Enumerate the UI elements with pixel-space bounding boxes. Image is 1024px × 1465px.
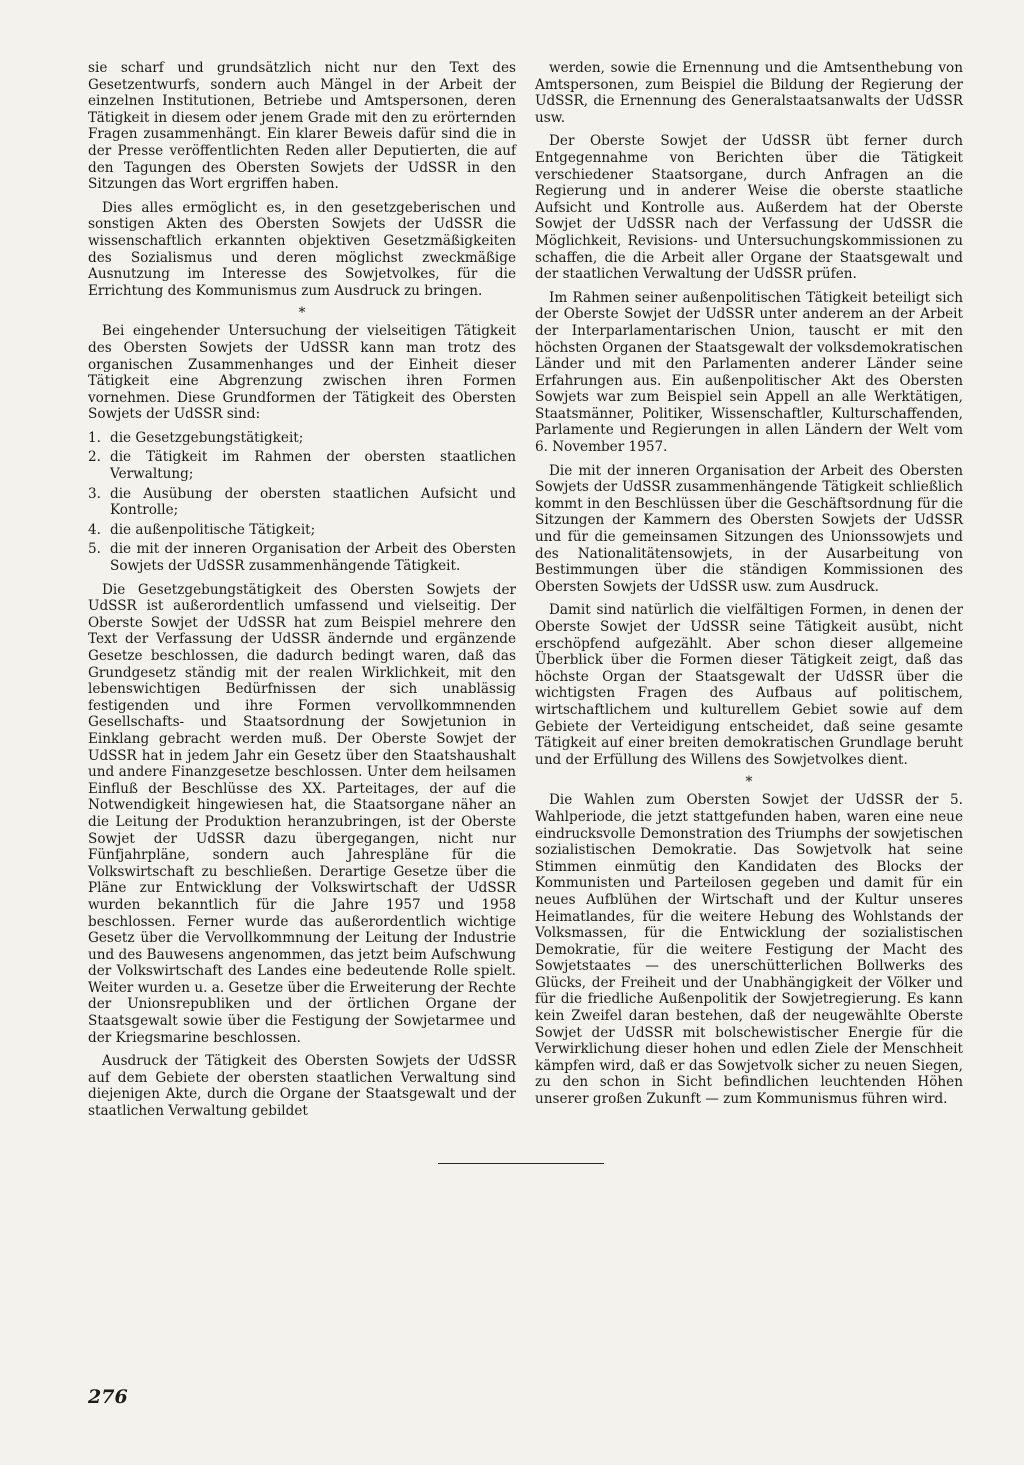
list-item-text: die außenpolitische Tätigkeit;	[110, 521, 316, 538]
page-number: 276	[88, 1386, 128, 1408]
paragraph: sie scharf und grundsätzlich nicht nur den Text des Gesetzentwurfs, sondern auch Mängel in der Arbeit der einzelnen Institutionen, Betriebe und Amtspersonen, deren Tätigkeit in diesem oder jenem Grade mit den zu erörternden Fragen zusammenhängt. Ein klarer Beweis dafür sind die in der Presse veröffentlichten Reden aller Deputierten, die auf den Tagungen des Obersten Sowjets der UdSSR in den Sitzungen das Wort ergriffen haben.	[88, 60, 516, 193]
paragraph: Bei eingehender Untersuchung der vielseitigen Tätigkeit des Obersten Sowjets der UdSSR kann man trotz des organischen Zusammenhanges und der Einheit dieser Tätigkeit eine Abgrenzung zwischen ihren Formen vornehmen. Diese Grundformen der Tätigkeit des Obersten Sowjets der UdSSR sind:	[88, 323, 516, 423]
list-item-text: die Gesetzgebungstätigkeit;	[110, 429, 304, 446]
paragraph: Der Oberste Sowjet der UdSSR übt ferner durch Entgegennahme von Berichten über die Tätigkeit verschiedener Staatsorgane, durch Anfragen an die Regierung und in anderer Weise die oberste staatliche Aufsicht und Kontrolle aus. Außerdem hat der Oberste Sowjet der UdSSR nach der Verfassung der UdSSR die Möglichkeit, Revisions- und Untersuchungskommissionen zu schaffen, die die Arbeit aller Organe der Staatsgewalt und der staatlichen Verwaltung der UdSSR prüfen.	[535, 133, 963, 283]
section-separator: *	[745, 774, 753, 791]
paragraph: Dies alles ermöglicht es, in den gesetzgeberischen und sonstigen Akten des Obersten Sowjets der UdSSR die wissenschaftlich erkannten objektiven Gesetzmäßigkeiten des Sozialismus und deren möglichst zweckmäßige Ausnutzung im Interesse des Sowjetvolkes, für die Errichtung des Kommunismus zum Ausdruck zu bringen.	[88, 199, 516, 299]
list-item	[88, 522, 516, 539]
section-separator: *	[298, 305, 306, 322]
paragraph: Die Wahlen zum Obersten Sowjet der UdSSR der 5. Wahlperiode, die jetzt stattgefunden haben, waren eine neue eindrucksvolle Demonstration des Triumphs der sowjetischen sozialistischen Demokratie. Das Sowjetvolk hat seine Stimmen einmütig den Kandidaten des Blocks der Kommunisten und Parteilosen gegeben und damit für ein neues Aufblühen der Wirtschaft und der Kultur unseres Heimatlandes, für die weitere Hebung des Wohlstands der Volksmassen, für die Entwicklung der sozialistischen Demokratie, für die weitere Festigung der Macht des Sowjetstaates — des unerschütterlichen Bollwerks des Glücks, der Freiheit und der Unabhängigkeit der Völker und für die friedliche Außenpolitik der Sowjetregierung. Es kann kein Zweifel daran bestehen, daß der neugewählte Oberste Sowjet der UdSSR mit bolschewistischer Energie für die Verwirklichung dieser hohen und edlen Ziele der Menschheit kämpfen wird, daß er das Sowjetvolk sicher zu neuen Siegen, zu den schon in Sicht befindlichen leuchtenden Höhen unserer großen Zukunft — zum Kommunismus führen wird.	[535, 792, 963, 1108]
list-item-number: 1.	[88, 429, 101, 446]
list-item	[88, 430, 516, 447]
list-item-number: 4.	[88, 521, 101, 538]
list-item-number: 5.	[88, 541, 101, 558]
list-item-number: 2.	[88, 449, 101, 466]
forms-list	[88, 430, 516, 575]
list-item	[88, 486, 516, 519]
paragraph: Damit sind natürlich die vielfältigen Formen, in denen der Oberste Sowjet der UdSSR seine Tätigkeit ausübt, nicht erschöpfend aufgezählt. Aber schon dieser allgemeine Überblick über die Formen dieser Tätigkeit zeigt, daß das höchste Organ der Staatsgewalt der UdSSR über die wichtigsten Fragen des Aufbaus auf politischem, wirtschaftlichem und kulturellem Gebiet sowie auf dem Gebiete der Verteidigung entscheidet, daß seine gesamte Tätigkeit auf einer breiten demokratischen Grundlage beruht und der Erfüllung des Willens des Sowjetvolkes dient.	[535, 602, 963, 768]
paragraph: Die mit der inneren Organisation der Arbeit des Obersten Sowjets der UdSSR zusammenhängende Tätigkeit schließlich kommt in den Beschlüssen über die Geschäftsordnung für die Sitzungen der Kammern des Obersten Sowjets der UdSSR und für die gemeinsamen Sitzungen des Unionssowjets und des Nationalitätensowjets, in der Ausarbeitung von Bestimmungen über die ständigen Kommissionen des Obersten Sowjets der UdSSR usw. zum Ausdruck.	[535, 462, 963, 595]
list-item	[88, 541, 516, 574]
list-item	[88, 449, 516, 482]
paragraph: werden, sowie die Ernennung und die Amtsenthebung von Amtspersonen, zum Beispiel die Bildung der Regierung der UdSSR, die Ernennung des Generalstaatsanwalts der UdSSR usw.	[535, 60, 963, 126]
paragraph: Ausdruck der Tätigkeit des Obersten Sowjets der UdSSR auf dem Gebiete der obersten staatlichen Verwaltung sind diejenigen Akte, durch die Organe der Staatsgewalt und der staatlichen Verwaltung gebildet	[88, 1053, 516, 1120]
paragraph: Die Gesetzgebungstätigkeit des Obersten Sowjets der UdSSR ist außerordentlich umfassend und vielseitig. Der Oberste Sowjet der UdSSR hat zum Beispiel mehrere den Text der Verfassung der UdSSR ändernde und ergänzende Gesetze beschlossen, die dadurch bedingt waren, daß das Grundgesetz ständig mit der realen Wirklichkeit, mit den lebenswichtigen Bedürfnissen der sich unablässig festigenden und ihre Formen vervollkommnenden Gesellschafts- und Staatsordnung der Sowjetunion in Einklang gebracht werden muß. Der Oberste Sowjet der UdSSR hat in jedem Jahr ein Gesetz über den Staatshaushalt und andere Finanzgesetze beschlossen. Unter dem heilsamen Einfluß der Beschlüsse des XX. Parteitages, der auf die Notwendigkeit hingewiesen hat, die Staatsorgane näher an die Leitung der Produktion heranzubringen, ist der Oberste Sowjet der UdSSR dazu übergegangen, nicht nur Fünfjahrpläne, sondern auch Jahrespläne für die Volkswirtschaft zu beschließen. Derartige Gesetze über die Pläne zur Entwicklung der Volkswirtschaft der UdSSR wurden bekanntlich für die Jahre 1957 und 1958 beschlossen. Ferner wurde das außerordentlich wichtige Gesetz über die Vervollkommnung der Leitung der Industrie und des Bauwesens angenommen, das jetzt beim Aufschwung der Volkswirtschaft des Landes eine bedeutende Rolle spielt. Weiter wurden u. a. Gesetze über die Erweiterung der Rechte der Unionsrepubliken und der örtlichen Organe der Staatsgewalt sowie über die Festigung der Sowjetarmee und der Kriegsmarine beschlossen.	[88, 581, 516, 1046]
left-column	[88, 60, 516, 1127]
list-item-number: 3.	[88, 485, 101, 502]
right-column	[535, 60, 963, 1115]
list-item-text: die Ausübung der obersten staatlichen Aufsicht und Kontrolle;	[110, 485, 516, 519]
paragraph: Im Rahmen seiner außenpolitischen Tätigkeit beteiligt sich der Oberste Sowjet der UdSSR unter anderem an der Arbeit der Interparlamentarischen Union, tauscht er mit den höchsten Organen der Staatsgewalt der volksdemokratischen Länder und mit den Parlamenten anderer Länder seine Erfahrungen aus. Ein außenpolitischer Akt des Obersten Sowjets war zum Beispiel sein Appell an alle Werktätigen, Staatsmänner, Politiker, Wissenschaftler, Kulturschaffenden, Parlamente und Regierungen in allen Ländern der Welt vom 6. November 1957.	[535, 289, 963, 456]
list-item-text: die mit der inneren Organisation der Arbeit des Obersten Sowjets der UdSSR zusammenhängende Tätigkeit.	[110, 541, 516, 575]
list-item-text: die Tätigkeit im Rahmen der obersten staatlichen Verwaltung;	[110, 449, 516, 483]
end-rule	[438, 1163, 604, 1164]
